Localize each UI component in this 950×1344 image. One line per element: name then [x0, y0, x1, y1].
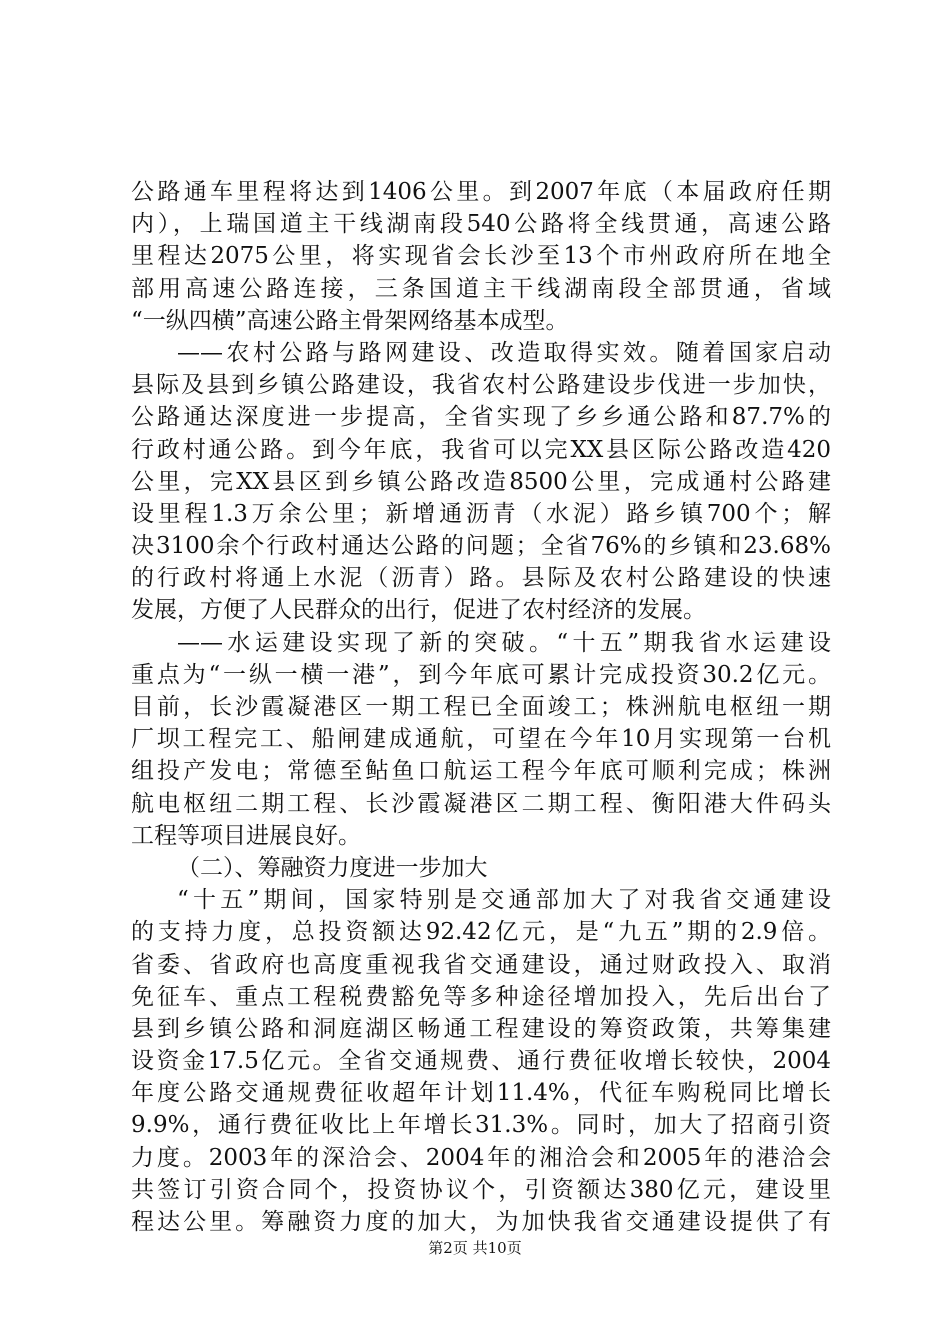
text-line: 公路通达深度进一步提高，全省实现了乡乡通公路和87.7%的 — [131, 404, 831, 431]
text-line: 公路通车里程将达到1406公里。到2007年底（本届政府任期 — [131, 179, 831, 205]
text-line: 航电枢纽二期工程、长沙霞凝港区二期工程、衡阳港大件码头 — [131, 790, 831, 817]
text-line: 的支持力度，总投资额达92.42亿元，是“九五”期的2.9倍。 — [131, 919, 831, 946]
text-line: 程达公里。筹融资力度的加大，为加快我省交通建设提供了有 — [131, 1209, 831, 1235]
text-line: 工程等项目进展良好。 — [131, 822, 361, 849]
text-line: 目前，长沙霞凝港区一期工程已全面竣工；株洲航电枢纽一期 — [131, 694, 831, 720]
text-line: 组投产发电；常德至鲇鱼口航运工程今年底可顺利完成；株洲 — [131, 758, 831, 785]
text-line: 免征车、重点工程税费豁免等多种途径增加投入，先后出台了 — [131, 983, 831, 1010]
text-line: ——水运建设实现了新的突破。“十五”期我省水运建设 — [177, 629, 831, 656]
document-body — [131, 176, 831, 1238]
section-heading: （二）、筹融资力度进一步加大 — [177, 854, 488, 881]
page-number-footer: 第2页 共10页 — [428, 1239, 522, 1257]
text-line: 县际及县到乡镇公路建设，我省农村公路建设步伐进一步加快， — [131, 372, 831, 399]
text-line: “十五”期间，国家特别是交通部加大了对我省交通建设 — [177, 887, 831, 914]
text-line: 行政村通公路。到今年底，我省可以完XX县区际公路改造420 — [131, 436, 831, 463]
text-line: 厂坝工程完工、船闸建成通航，可望在今年10月实现第一台机 — [131, 726, 831, 753]
text-line: 里程达2075公里，将实现省会长沙至13个市州政府所在地全 — [131, 243, 831, 270]
text-line: ——农村公路与路网建设、改造取得实效。随着国家启动 — [177, 339, 831, 366]
text-line: 内），上瑞国道主干线湖南段540公路将全线贯通，高速公路 — [131, 211, 831, 238]
text-line: 决3100余个行政村通达公路的问题；全省76%的乡镇和23.68% — [131, 533, 831, 560]
text-line: 公里，完XX县区到乡镇公路改造8500公里，完成通村公路建 — [131, 468, 831, 495]
text-line: 的行政村将通上水泥（沥青）路。县际及农村公路建设的快速 — [131, 565, 831, 592]
text-line: 9.9%，通行费征收比上年增长31.3%。同时，加大了招商引资 — [131, 1112, 831, 1139]
text-line: 发展，方便了人民群众的出行，促进了农村经济的发展。 — [131, 597, 706, 624]
text-line: 重点为“一纵一横一港”，到今年底可累计完成投资30.2亿元。 — [131, 661, 831, 688]
text-line: 力度。2003年的深洽会、2004年的湘洽会和2005年的港洽会 — [131, 1144, 831, 1171]
text-line: 县到乡镇公路和洞庭湖区畅通工程建设的筹资政策，共筹集建 — [131, 1015, 831, 1042]
text-line: 共签订引资合同个，投资协议个，引资额达380亿元，建设里 — [131, 1176, 831, 1203]
text-line: 设里程1.3万余公里；新增通沥青（水泥）路乡镇700个；解 — [131, 500, 831, 527]
text-line: 年度公路交通规费征收超年计划11.4%，代征车购税同比增长 — [131, 1080, 831, 1107]
text-line: 设资金17.5亿元。全省交通规费、通行费征收增长较快，2004 — [131, 1048, 831, 1075]
text-line: 省委、省政府也高度重视我省交通建设，通过财政投入、取消 — [131, 951, 831, 978]
text-line: 部用高速公路连接，三条国道主干线湖南段全部贯通，省域 — [131, 275, 831, 302]
text-line: “一纵四横”高速公路主骨架网络基本成型。 — [131, 307, 569, 334]
